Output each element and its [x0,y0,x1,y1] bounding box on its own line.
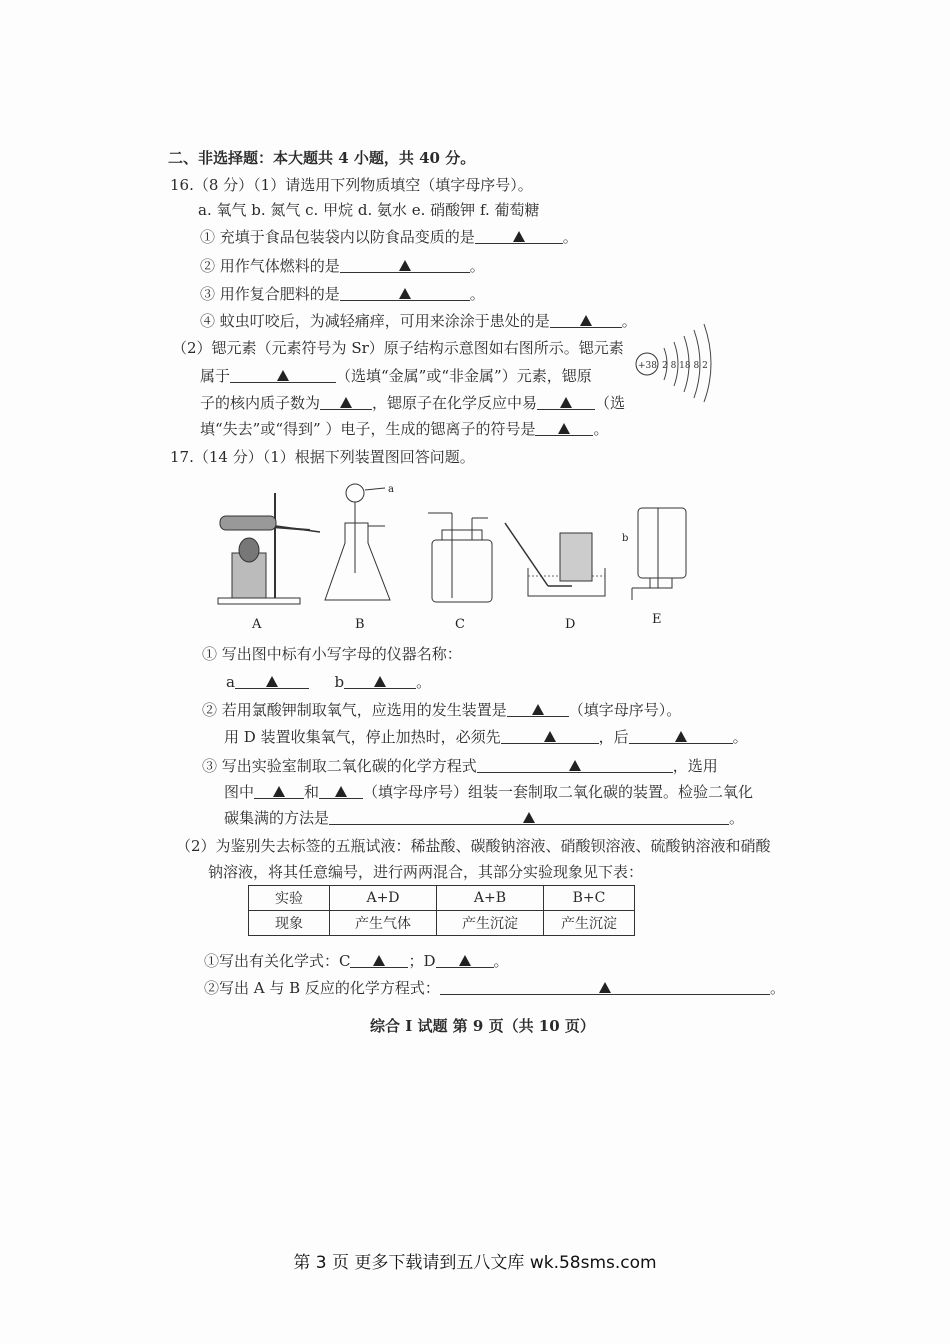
triangle-icon [569,760,581,771]
answer-blank[interactable] [475,227,563,244]
q17-sub1: ①写出有关化学式：C ；D 。 [204,952,509,970]
answer-blank[interactable] [537,393,595,410]
answer-blank[interactable] [436,951,494,968]
answer-blank[interactable] [344,672,416,689]
answer-blank[interactable] [320,393,372,410]
triangle-icon [532,704,544,715]
triangle-icon [277,370,289,381]
answer-blank[interactable] [235,672,309,689]
q17-item3: ③ 写出实验室制取二氧化碳的化学方程式 ，选用 [202,757,718,775]
triangle-icon [513,231,525,242]
triangle-icon [523,812,535,823]
q16-item-1: ① 充填于食品包装袋内以防食品变质的是 。 [200,228,578,246]
q16-item-3: ③ 用作复合肥料的是 。 [200,285,485,303]
q16-part2-line3: 子的核内质子数为 ，锶原子在化学反应中易 （选 [200,394,626,412]
label-b: B [355,617,365,632]
apparatus-c [428,513,492,632]
q17-sub2: ②写出 A 与 B 反应的化学方程式： 。 [204,979,785,997]
q16-header: 16.（8 分）（1）请选用下列物质填空（填字母序号）。 [170,176,533,194]
table-cell: A+B [437,886,544,911]
table-cell: 产生沉淀 [437,911,544,936]
triangle-icon [273,786,285,797]
section-title: 二、非选择题：本大题共 4 小题，共 40 分。 [168,149,476,167]
answer-blank[interactable] [319,782,363,799]
triangle-icon [266,676,278,687]
apparatus-b [325,484,394,632]
answer-blank[interactable] [501,727,599,744]
q17-part2-line1: （2）为鉴别失去标签的五瓶试液：稀盐酸、碳酸钠溶液、硝酸钡溶液、硫酸钠溶液和硝酸 [176,837,771,855]
apparatus-a [218,493,320,632]
triangle-icon [558,423,570,434]
answer-blank[interactable] [535,419,593,436]
q16-part2-line2: 属于 （选填“金属”或“非金属”）元素，锶原 [200,367,592,385]
q17-part2-line2: 钠溶液，将其任意编号，进行两两混合，其部分实验现象见下表： [208,863,644,881]
answer-blank[interactable] [254,782,304,799]
apparatus-d [505,523,605,632]
triangle-icon [373,955,385,966]
triangle-icon [399,288,411,299]
table-cell: 实验 [249,886,330,911]
answer-blank[interactable] [230,366,336,383]
q16-part2-line4: 填“失去”或“得到” ）电子，生成的锶离子的符号是 。 [200,420,609,438]
triangle-icon [560,397,572,408]
label-d: D [565,617,576,632]
triangle-icon [675,731,687,742]
nucleus-label: +38 [638,361,657,371]
experiment-table [248,885,635,936]
marker-b: b [622,533,629,544]
q17-item1: ① 写出图中标有小写字母的仪器名称： [202,645,462,663]
q17-item2: ② 若用氯酸钾制取氧气，应选用的发生装置是 （填字母序号）。 [202,701,682,719]
label-e: E [652,612,662,627]
table-cell: A+D [330,886,437,911]
triangle-icon [580,315,592,326]
page-footer: 综合 I 试题 第 9 页（共 10 页） [370,1017,595,1035]
label-c: C [455,617,465,632]
q17-item3c: 碳集满的方法是 。 [224,809,745,827]
marker-a: a [388,484,394,495]
answer-blank[interactable] [340,284,470,301]
q16-part2-line1: （2）锶元素（元素符号为 Sr）原子结构示意图如右图所示。锶元素 [172,339,624,357]
answer-blank[interactable] [629,727,733,744]
answer-blank[interactable] [507,700,569,717]
triangle-icon [374,676,386,687]
apparatus-e [622,508,686,627]
triangle-icon [599,982,611,993]
shell-electrons: 2 8 18 8 2 [662,361,708,371]
q17-header: 17.（14 分）（1）根据下列装置图回答问题。 [170,448,475,466]
table-row [249,886,635,911]
table-cell: B+C [544,886,635,911]
triangle-icon [544,731,556,742]
q17-item3b: 图中 和 （填字母序号）组装一套制取二氧化碳的装置。检验二氧化 [224,783,754,801]
q16-options: a. 氧气 b. 氮气 c. 甲烷 d. 氨水 e. 硝酸钾 f. 葡萄糖 [198,201,540,219]
table-cell: 产生沉淀 [544,911,635,936]
answer-blank[interactable] [477,756,673,773]
watermark-footer: 第 3 页 更多下载请到五八文库 wk.58sms.com [293,1253,657,1273]
q17-item2b: 用 D 装置收集氧气，停止加热时，必须先 ，后 。 [224,728,748,746]
lab-apparatus-figure [210,478,700,633]
q16-item-2: ② 用作气体燃料的是 。 [200,257,485,275]
table-cell: 现象 [249,911,330,936]
answer-blank[interactable] [340,256,470,273]
q16-item-4: ④ 蚊虫叮咬后，为减轻痛痒，可用来涂涂于患处的是 。 [200,312,637,330]
answer-blank[interactable] [350,951,408,968]
triangle-icon [399,260,411,271]
triangle-icon [335,786,347,797]
label-a: A [252,617,262,632]
answer-blank[interactable] [440,978,770,995]
triangle-icon [340,397,352,408]
table-row [249,911,635,936]
table-cell: 产生气体 [330,911,437,936]
answer-blank[interactable] [550,311,622,328]
q17-item1-answers: a b 。 [226,673,432,691]
triangle-icon [459,955,471,966]
strontium-atom-diagram [630,322,720,402]
answer-blank[interactable] [329,808,729,825]
